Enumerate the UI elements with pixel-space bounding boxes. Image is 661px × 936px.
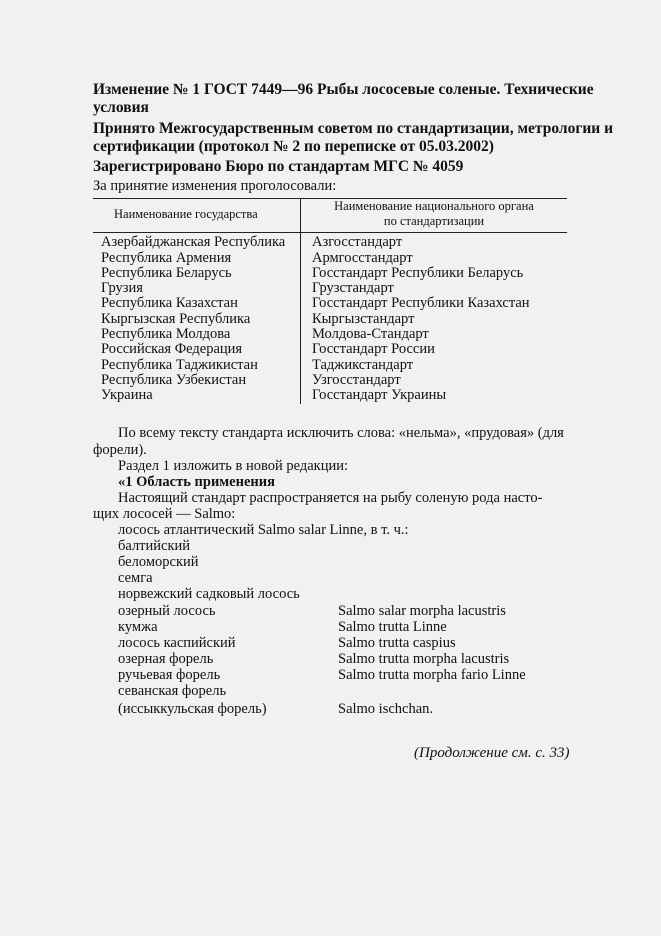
species-latin: Salmo trutta morpha lacustris — [338, 651, 510, 667]
table-cell-state: Республика Беларусь — [101, 265, 232, 281]
species-name: ручьевая форель — [118, 667, 221, 683]
table-cell-state: Азербайджанская Республика — [101, 234, 286, 250]
paragraph-1-line-1: По всему тексту стандарта исключить слова: «нельма», «прудовая» (для — [118, 425, 564, 441]
adopted-line-2: сертификации (протокол № 2 по переписке от 05.03.2002) — [93, 138, 494, 155]
continuation-note: (Продолжение см. с. 33) — [414, 745, 570, 761]
voted-line: За принятие изменения проголосовали: — [93, 178, 337, 194]
table-cell-body: Молдова-Стандарт — [312, 326, 429, 342]
table-cell-body: Азгосстандарт — [312, 234, 403, 250]
table-cell-body: Госстандарт Украины — [312, 387, 447, 403]
table-header-state: Наименование государства — [114, 207, 258, 221]
paragraph-3-line-2: щих лососей — Salmo: — [93, 506, 236, 522]
table-cell-body: Госстандарт России — [312, 341, 435, 357]
subtype-item: семга — [118, 570, 153, 586]
table-cell-state: Республика Армения — [101, 250, 232, 266]
table-cell-state: Республика Узбекистан — [101, 372, 247, 388]
table-cell-state: Кыргызская Республика — [101, 311, 251, 327]
table-cell-body: Госстандарт Республики Казахстан — [312, 295, 530, 311]
species-name: озерный лосось — [118, 603, 216, 619]
paragraph-2: Раздел 1 изложить в новой редакции: — [118, 458, 349, 474]
table-cell-body: Таджикстандарт — [312, 357, 414, 373]
table-cell-state: Республика Молдова — [101, 326, 231, 342]
table-header-rule — [93, 232, 567, 233]
subtype-item: балтийский — [118, 538, 191, 554]
subtype-item: норвежский садковый лосось — [118, 586, 300, 602]
species-latin: Salmo trutta caspius — [338, 635, 456, 651]
salmon-line: лосось атлантический Salmo salar Linne, в т. ч.: — [118, 522, 409, 538]
species-name: лосось каспийский — [118, 635, 236, 651]
table-cell-state: Республика Казахстан — [101, 295, 238, 311]
title-line-1: Изменение № 1 ГОСТ 7449—96 Рыбы лососевые соленые. Технические — [93, 81, 594, 98]
table-header-body-line1: Наименование национального органа — [334, 199, 534, 213]
table-cell-state: Республика Таджикистан — [101, 357, 258, 373]
table-cell-body: Госстандарт Республики Беларусь — [312, 265, 524, 281]
registered-line: Зарегистрировано Бюро по стандартам МГС № 4059 — [93, 158, 464, 175]
table-cell-state: Грузия — [101, 280, 143, 296]
title-line-2: условия — [93, 99, 149, 116]
species-name: (иссыккульская форель) — [118, 701, 267, 717]
adopted-line-1: Принято Межгосударственным советом по стандартизации, метрологии и — [93, 120, 614, 137]
species-latin: Salmo trutta morpha fario Linne — [338, 667, 526, 683]
table-cell-body: Армгосстандарт — [312, 250, 413, 266]
paragraph-1-line-2: форели). — [93, 442, 147, 458]
species-latin: Salmo salar morpha lacustris — [338, 603, 506, 619]
paragraph-3-line-1: Настоящий стандарт распространяется на рыбу соленую рода насто- — [118, 490, 543, 506]
table-cell-body: Кыргызстандарт — [312, 311, 415, 327]
species-name: севанская форель — [118, 683, 227, 699]
subtype-item: беломорский — [118, 554, 199, 570]
species-name: озерная форель — [118, 651, 214, 667]
section-title: «1 Область применения — [118, 474, 275, 490]
table-cell-body: Грузстандарт — [312, 280, 394, 296]
table-cell-body: Узгосстандарт — [312, 372, 401, 388]
table-header-body-line2: по стандартизации — [383, 214, 485, 228]
table-cell-state: Российская Федерация — [101, 341, 243, 357]
species-latin: Salmo trutta Linne — [338, 619, 447, 635]
table-cell-state: Украина — [101, 387, 153, 403]
species-latin: Salmo ischchan. — [338, 701, 434, 717]
species-name: кумжа — [118, 619, 158, 635]
